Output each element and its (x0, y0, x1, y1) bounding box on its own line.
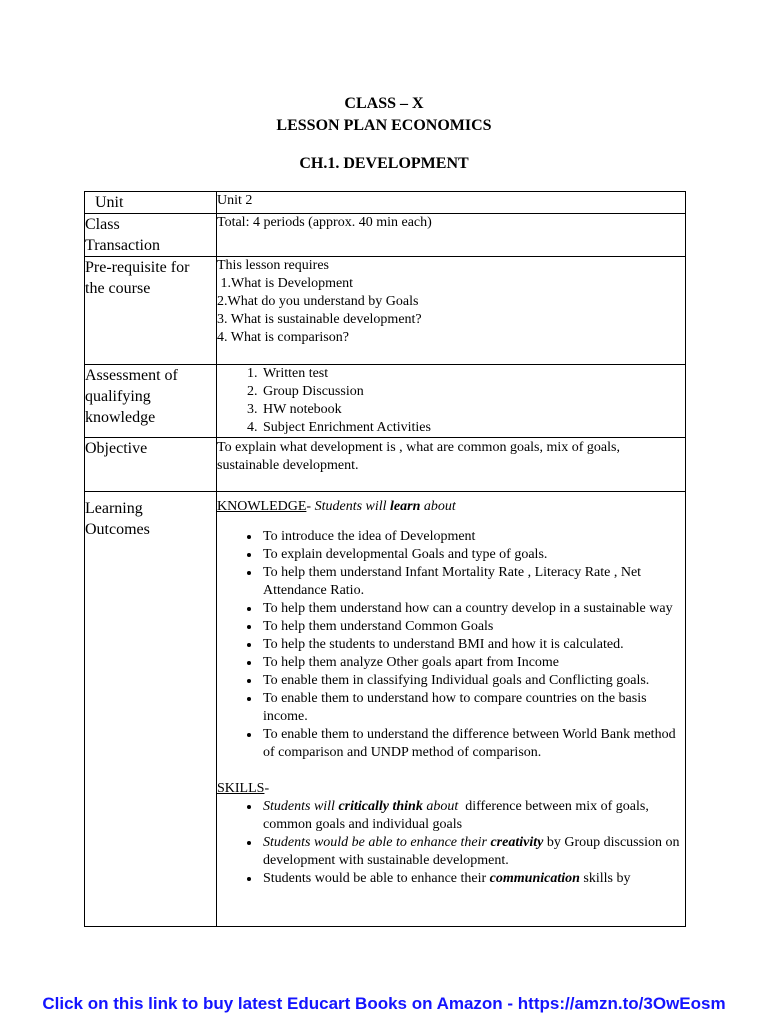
skills-heading: SKILLS- (217, 781, 270, 796)
list-item: 2. Group Discussion (261, 383, 685, 401)
row-assessment (85, 365, 686, 438)
list-item: 4. Subject Enrichment Activities (261, 419, 685, 437)
skills-list (217, 798, 685, 888)
prerequisite-value: This lesson requires 1.What is Development 2.What do you understand by Goals 3. What is sustainable development? 4. What is comparison? (217, 257, 686, 365)
knowledge-list (217, 528, 685, 762)
assessment-list (217, 365, 685, 437)
row-learning-outcomes (85, 492, 686, 927)
list-item: 1. Written test (261, 365, 685, 383)
list-item: • Students would be able to enhance their communication skills by (261, 870, 685, 888)
list-item: • Students would be able to enhance their creativity by Group discussion on development with sustainable development. (261, 834, 685, 870)
assessment-label: Assessment of qualifying knowledge (85, 365, 217, 438)
list-item: • To explain developmental Goals and type of goals. (261, 546, 685, 564)
lesson-plan-table (84, 191, 686, 927)
unit-value: Unit 2 (217, 192, 686, 214)
list-item: • To help the students to understand BMI and how it is calculated. (261, 636, 685, 654)
row-objective (85, 438, 686, 492)
amazon-link-footer[interactable]: Click on this link to buy latest Educart Books on Amazon - https://amzn.to/3OwEosm (42, 994, 726, 1013)
transaction-label: Class Transaction (85, 214, 217, 257)
list-item: • To help them understand Common Goals (261, 618, 685, 636)
subject-heading: LESSON PLAN ECONOMICS (276, 117, 492, 134)
list-item: • To help them understand how can a country develop in a sustainable way (261, 600, 685, 618)
unit-label: Unit (85, 192, 217, 214)
list-item: • To help them analyze Other goals apart from Income (261, 654, 685, 672)
list-item: 3. HW notebook (261, 401, 685, 419)
objective-label: Objective (85, 438, 217, 492)
objective-value: To explain what development is , what are common goals, mix of goals, sustainable development. (217, 438, 686, 492)
class-heading: CLASS – X (344, 95, 424, 112)
list-item: • To help them understand Infant Mortality Rate , Literacy Rate , Net Attendance Ratio. (261, 564, 685, 600)
list-item: • To enable them to understand how to compare countries on the basis income. (261, 690, 685, 726)
outcomes-value (217, 492, 686, 927)
assessment-value (217, 365, 686, 438)
row-unit (85, 192, 686, 214)
list-item: • To enable them in classifying Individual goals and Conflicting goals. (261, 672, 685, 690)
list-item: • Students will critically think about difference between mix of goals, common goals and individual goals (261, 798, 685, 834)
chapter-heading: CH.1. DEVELOPMENT (299, 155, 469, 172)
knowledge-heading: KNOWLEDGE- Students will learn about (217, 499, 456, 514)
outcomes-label: Learning Outcomes (85, 492, 217, 927)
prerequisite-label: Pre-requisite for the course (85, 257, 217, 365)
list-item: • To introduce the idea of Development (261, 528, 685, 546)
list-item: • To enable them to understand the difference between World Bank method of comparison and UNDP method of comparison. (261, 726, 685, 762)
row-class-transaction (85, 214, 686, 257)
row-prerequisite (85, 257, 686, 365)
transaction-value: Total: 4 periods (approx. 40 min each) (217, 214, 686, 257)
